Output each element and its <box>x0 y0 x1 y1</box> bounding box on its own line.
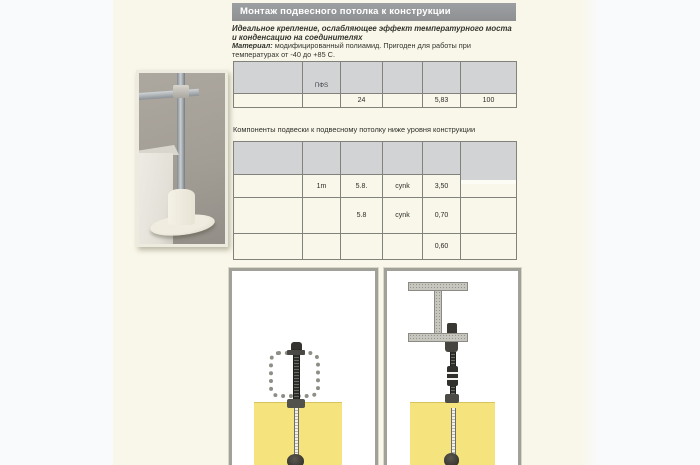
product-photo <box>136 70 228 247</box>
table-cell: 0,70 <box>423 198 461 234</box>
spec-table-1 <box>233 61 517 108</box>
photo-horizontal-rod <box>139 89 199 100</box>
table2-row-2 <box>234 198 517 234</box>
table-header-cell: ПФS <box>303 62 341 94</box>
i-beam-bottom-flange <box>408 333 468 342</box>
table-cell <box>234 234 303 260</box>
table-cell <box>303 234 341 260</box>
material-paragraph <box>232 42 498 60</box>
table-header-cell <box>461 142 517 175</box>
table-cell: 1m <box>303 175 341 198</box>
washer-graphic <box>287 350 305 355</box>
table-cell <box>461 198 517 234</box>
diagram-square-profile <box>229 268 378 465</box>
i-beam-web <box>434 290 442 334</box>
table-cell: 3,50 <box>423 175 461 198</box>
table-cell <box>234 175 303 198</box>
material-label: Материал: <box>232 41 273 50</box>
table-header-cell <box>383 142 423 175</box>
table-cell <box>341 234 383 260</box>
bottom-nut-graphic <box>444 453 459 465</box>
rod-connector-graphic <box>445 342 458 352</box>
threaded-rod-graphic <box>293 349 300 405</box>
material-text: модифицированный полиамид. Пригоден для работы при температурах от -40 до +85 С. <box>232 41 471 59</box>
table1-data-row <box>234 94 517 108</box>
table-cell <box>303 94 341 108</box>
nut-graphic <box>445 394 459 403</box>
intro-lead-text: Идеальное крепление, ослабляющее эффект температурного моста и конденсацию на соединителях <box>232 24 512 43</box>
table-cell <box>234 198 303 234</box>
bottom-nut-graphic <box>287 454 304 465</box>
table-cell: 5,83 <box>423 94 461 108</box>
page-title: Монтаж подвесного потолка к конструкции <box>232 3 516 21</box>
photo-plastic-isolator-cap <box>168 189 195 225</box>
table-cell: 5.8. <box>341 175 383 198</box>
table-cell: 24 <box>341 94 383 108</box>
table2-row-3 <box>234 234 517 260</box>
section2-title: Компоненты подвески к подвесному потолку ниже уровня конструкции <box>233 125 476 134</box>
table-cell: cynk <box>383 175 423 198</box>
table-header-cell <box>461 62 517 94</box>
nut-graphic <box>287 399 305 408</box>
table-header-cell <box>341 142 383 175</box>
table2-header-row <box>234 142 517 175</box>
table-cell: 100 <box>461 94 517 108</box>
table-header-cell <box>341 62 383 94</box>
table-cell <box>383 94 423 108</box>
table-cell <box>303 198 341 234</box>
table-cell: cynk <box>383 198 423 234</box>
turnbuckle-graphic <box>447 366 458 386</box>
rod-in-insulation-graphic <box>294 408 299 456</box>
table-cell <box>461 234 517 260</box>
table-header-cell <box>383 62 423 94</box>
diagram-i-beam <box>384 268 521 465</box>
table-header-cell <box>423 142 461 175</box>
table-cell <box>383 234 423 260</box>
components-table <box>233 141 517 260</box>
table-header-cell <box>234 142 303 175</box>
photo-rod-clamp <box>173 85 189 98</box>
table2-last-col-highlight <box>461 180 516 184</box>
table-cell: 5.8 <box>341 198 383 234</box>
table-header-cell <box>303 142 341 175</box>
table1-header-row <box>234 62 517 94</box>
rod-in-insulation-graphic <box>451 408 456 454</box>
table-header-cell <box>423 62 461 94</box>
flange-clamp-graphic <box>447 323 457 333</box>
table-cell: 0,60 <box>423 234 461 260</box>
page-right-fade <box>580 0 598 465</box>
table-header-cell <box>234 62 303 94</box>
table-cell <box>234 94 303 108</box>
photo-wall-background <box>139 73 225 244</box>
